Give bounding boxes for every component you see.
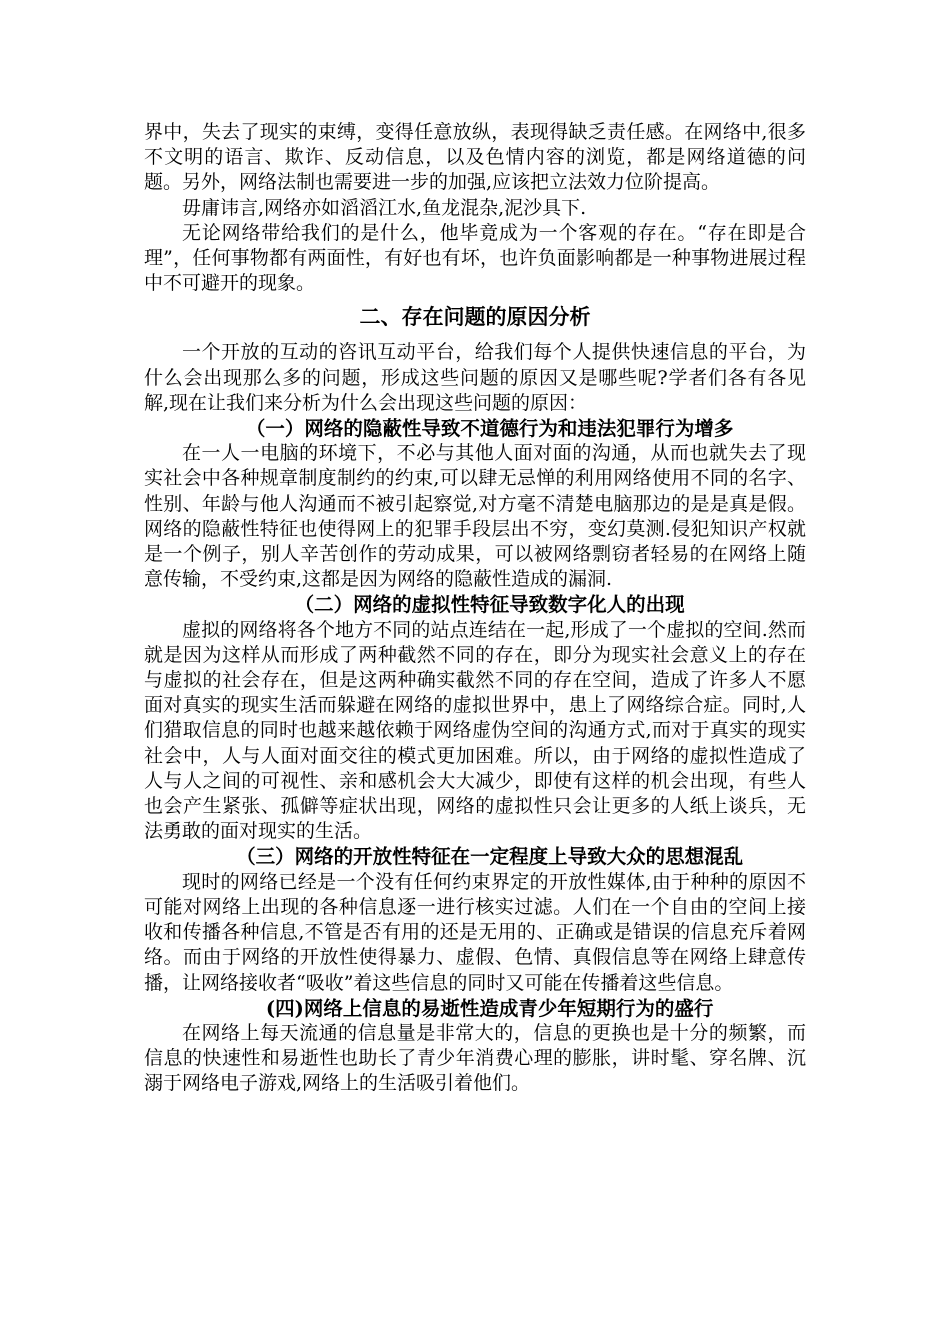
subsection-title-2: （二）网络的虚拟性特征导致数字化人的出现 bbox=[294, 593, 685, 617]
subsection-title-4: (四)网络上信息的易逝性造成青少年短期行为的盛行 bbox=[265, 996, 714, 1020]
subsection-text-1: 在一人一电脑的环境下，不必与其他人面对面的沟通，从而也就失去了现实社会中各种规章制度制约的约束,可以肆无忌惮的利用网络使用不同的名字、性别、年龄与他人沟通而不被引起察觉,对方毫不清楚电脑那边的是是真是假。网络的隐蔽性特征也使得网上的犯罪手段层出不穷，变幻莫测.侵犯知识产权就是一个例子，别人辛苦创作的劳动成果，可以被网络剽窃者轻易的在网络上随意传输，不受约束,这都是因为网络的隐蔽性造成的漏洞. bbox=[144, 442, 806, 591]
document-page bbox=[144, 120, 806, 1097]
subsection-text-2: 虚拟的网络将各个地方不同的站点连结在一起,形成了一个虚拟的空间.然而就是因为这样从而形成了两种截然不同的存在，即分为现实社会意义上的存在与虚拟的社会存在，但是这两种确实截然不同的存在空间，造成了许多人不愿面对真实的现实生活而躲避在网络的虚拟世界中，患上了网络综合症。同时,人们猎取信息的同时也越来越依赖于网络虚伪空间的沟通方式,而对于真实的现实社会中，人与人面对面交往的模式更加困难。所以，由于网络的虚拟性造成了人与人之间的可视性、亲和感机会大大减少，即使有这样的机会出现，有些人也会产生紧张、孤僻等症状出现，网络的虚拟性只会让更多的人纸上谈兵，无法勇敢的面对现实的生活。 bbox=[144, 618, 806, 843]
paragraph-continuation: 界中，失去了现实的束缚，变得任意放纵，表现得缺乏责任感。在网络中,很多不文明的语言、欺诈、反动信息，以及色情内容的浏览，都是网络道德的问题。另外，网络法制也需要进一步的加强,应该把立法效力位阶提高。 bbox=[144, 121, 806, 194]
paragraph-proverb: 毋庸讳言,网络亦如滔滔江水,鱼龙混杂,泥沙具下. bbox=[182, 196, 587, 219]
paragraph-objective-existence: 无论网络带给我们的是什么，他毕竟成为一个客观的存在。“存在即是合理”，任何事物都有两面性，有好也有坏，也许负面影响都是一种事物进展过程中不可避开的现象。 bbox=[144, 221, 806, 295]
section-title: 二、存在问题的原因分析 bbox=[359, 304, 591, 330]
subsection-title-1: （一）网络的隐蔽性导致不道德行为和违法犯罪行为增多 bbox=[245, 417, 734, 441]
subsection-title-3: （三）网络的开放性特征在一定程度上导致大众的思想混乱 bbox=[236, 845, 744, 869]
subsection-text-4: 在网络上每天流通的信息量是非常大的，信息的更换也是十分的频繁，而信息的快速性和易逝性也助长了青少年消费心理的膨胀，讲时髦、穿名牌、沉溺于网络电子游戏,网络上的生活吸引着他们。 bbox=[144, 1021, 806, 1095]
subsection-text-3: 现时的网络已经是一个没有任何约束界定的开放性媒体,由于种种的原因不可能对网络上出现的各种信息逐一进行核实过滤。人们在一个自由的空间上接收和传播各种信息,不管是否有用的还是无用的、正确或是错误的信息充斥着网络。而由于网络的开放性使得暴力、虚假、色情、真假信息等在网络上肆意传播，让网络接收者“吸收”着这些信息的同时又可能在传播着这些信息。 bbox=[144, 870, 806, 994]
section-intro-paragraph: 一个开放的互动的咨讯互动平台，给我们每个人提供快速信息的平台，为什么会出现那么多的问题，形成这些问题的原因又是哪些呢?学者们各有各见解,现在让我们来分析为什么会出现这些问题的原因： bbox=[144, 341, 806, 414]
